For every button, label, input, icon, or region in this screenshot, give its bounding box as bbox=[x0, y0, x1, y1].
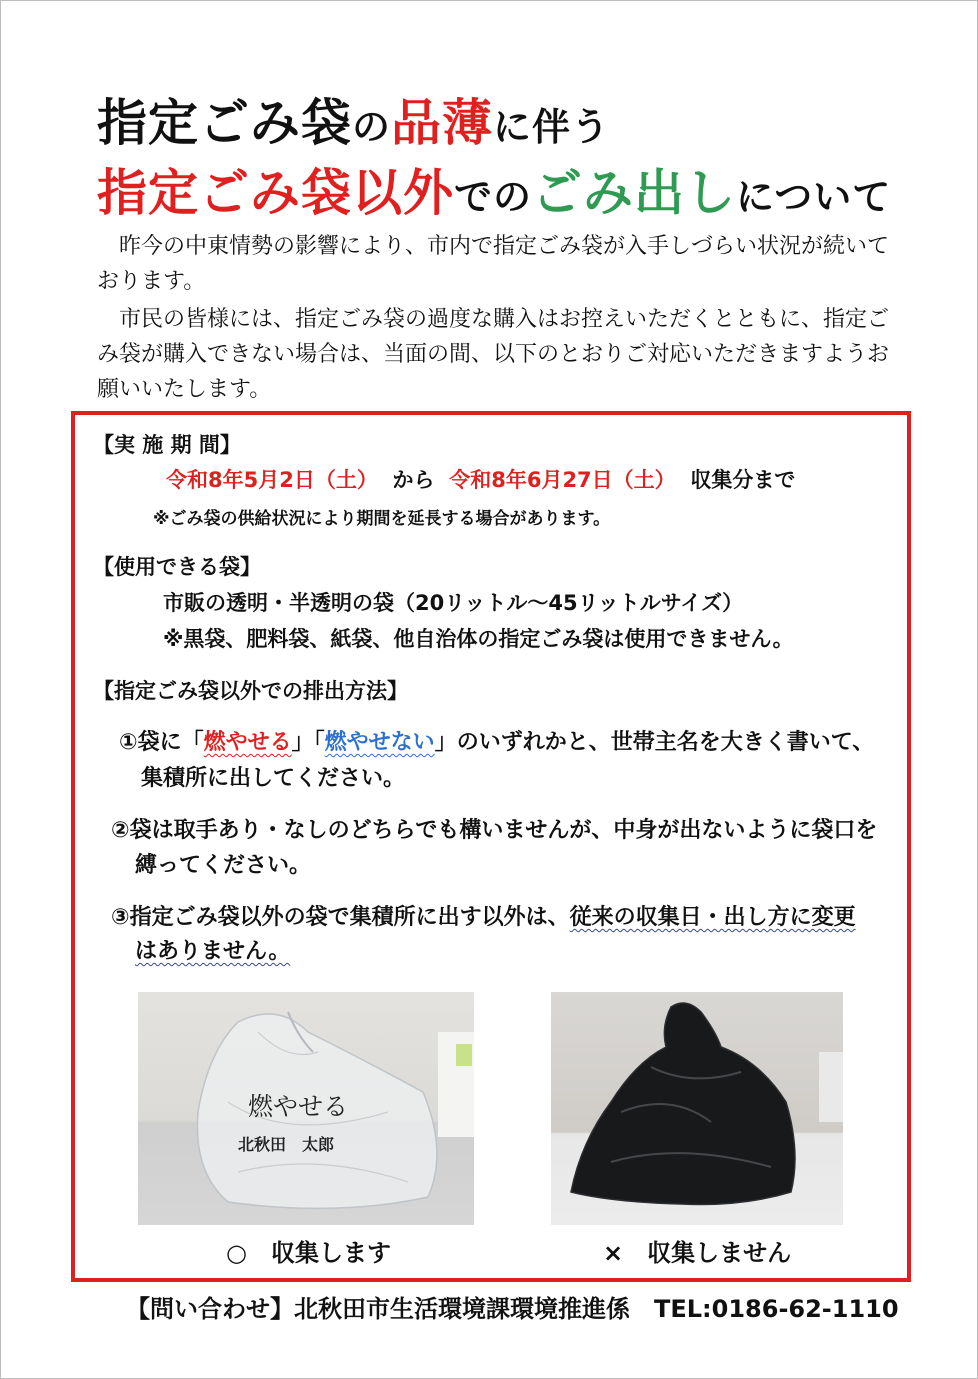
title-segment: 品薄 bbox=[391, 94, 494, 152]
collected-caption: ○ 収集します bbox=[226, 1239, 391, 1267]
bag-name-text: 北秋田 太郎 bbox=[238, 1135, 335, 1154]
method-item-1-line-2: 集積所に出してください。 bbox=[141, 766, 406, 791]
title-segment: 指定ごみ袋 bbox=[97, 94, 352, 152]
title-segment: の bbox=[352, 105, 392, 149]
intro-paragraph-1: 昨今の中東情勢の影響により、市内で指定ごみ袋が入手しづらい状況が続いております。 bbox=[97, 234, 890, 294]
nonburnable-label: 燃やせない bbox=[324, 730, 435, 755]
method-item-2: ②袋は取手あり・なしのどちらでも構いませんが、中身が出ないように袋口を bbox=[111, 818, 878, 843]
bags-line-1: 市販の透明・半透明の袋（20リットル～45リットルサイズ） bbox=[163, 591, 744, 615]
title-segment: ごみ出し bbox=[532, 164, 737, 222]
contact-footer: 【問い合わせ】北秋田市生活環境課環境推進係 TEL:0186-62-1110 bbox=[126, 1295, 899, 1323]
title-segment: について bbox=[736, 175, 892, 219]
method-item-2-line-2: 縛ってください。 bbox=[135, 853, 312, 878]
bags-line-2: ※黒袋、肥料袋、紙袋、他自治体の指定ごみ袋は使用できません。 bbox=[163, 627, 794, 651]
bag-label-text: 燃やせる bbox=[248, 1092, 349, 1121]
title-line-1 bbox=[97, 83, 610, 155]
period-start: 令和8年5月2日（土） bbox=[166, 468, 378, 492]
period-heading: 【実 施 期 間】 bbox=[93, 433, 241, 457]
black-bag-photo bbox=[551, 992, 843, 1225]
method-item-3-line-2: はありません。 bbox=[135, 939, 291, 964]
title-segment: に伴う bbox=[493, 105, 611, 149]
method-heading: 【指定ごみ袋以外での排出方法】 bbox=[93, 679, 408, 703]
not-collected-caption: × 収集しません bbox=[603, 1239, 792, 1267]
title-line-2 bbox=[97, 153, 891, 225]
method-item-3: ③指定ごみ袋以外の袋で集積所に出す以外は、従来の収集日・出し方に変更 bbox=[111, 905, 856, 930]
method-item-1: ①袋に「燃やせる」「燃やせない」のいずれかと、世帯主名を大きく書いて、 bbox=[119, 730, 875, 755]
title-segment: での bbox=[454, 175, 533, 219]
burnable-label: 燃やせる bbox=[203, 730, 292, 755]
period-from: から bbox=[392, 468, 435, 492]
black-bag-illustration bbox=[551, 992, 843, 1225]
title-segment: 指定ごみ袋以外 bbox=[97, 164, 454, 222]
period-note: ※ごみ袋の供給状況により期間を延長する場合があります。 bbox=[153, 509, 611, 529]
period-line bbox=[166, 464, 795, 494]
bags-heading: 【使用できる袋】 bbox=[93, 555, 261, 579]
period-until: 収集分まで bbox=[690, 468, 796, 492]
transparent-bag-photo bbox=[138, 992, 474, 1225]
intro-paragraph-2: 市民の皆様には、指定ごみ袋の過度な購入はお控えいただくとともに、指定ごみ袋が購入できない場合は、当面の間、以下のとおりご対応いただきますようお願いいたします。 bbox=[97, 307, 890, 402]
period-end: 令和8年6月27日（土） bbox=[449, 468, 676, 492]
